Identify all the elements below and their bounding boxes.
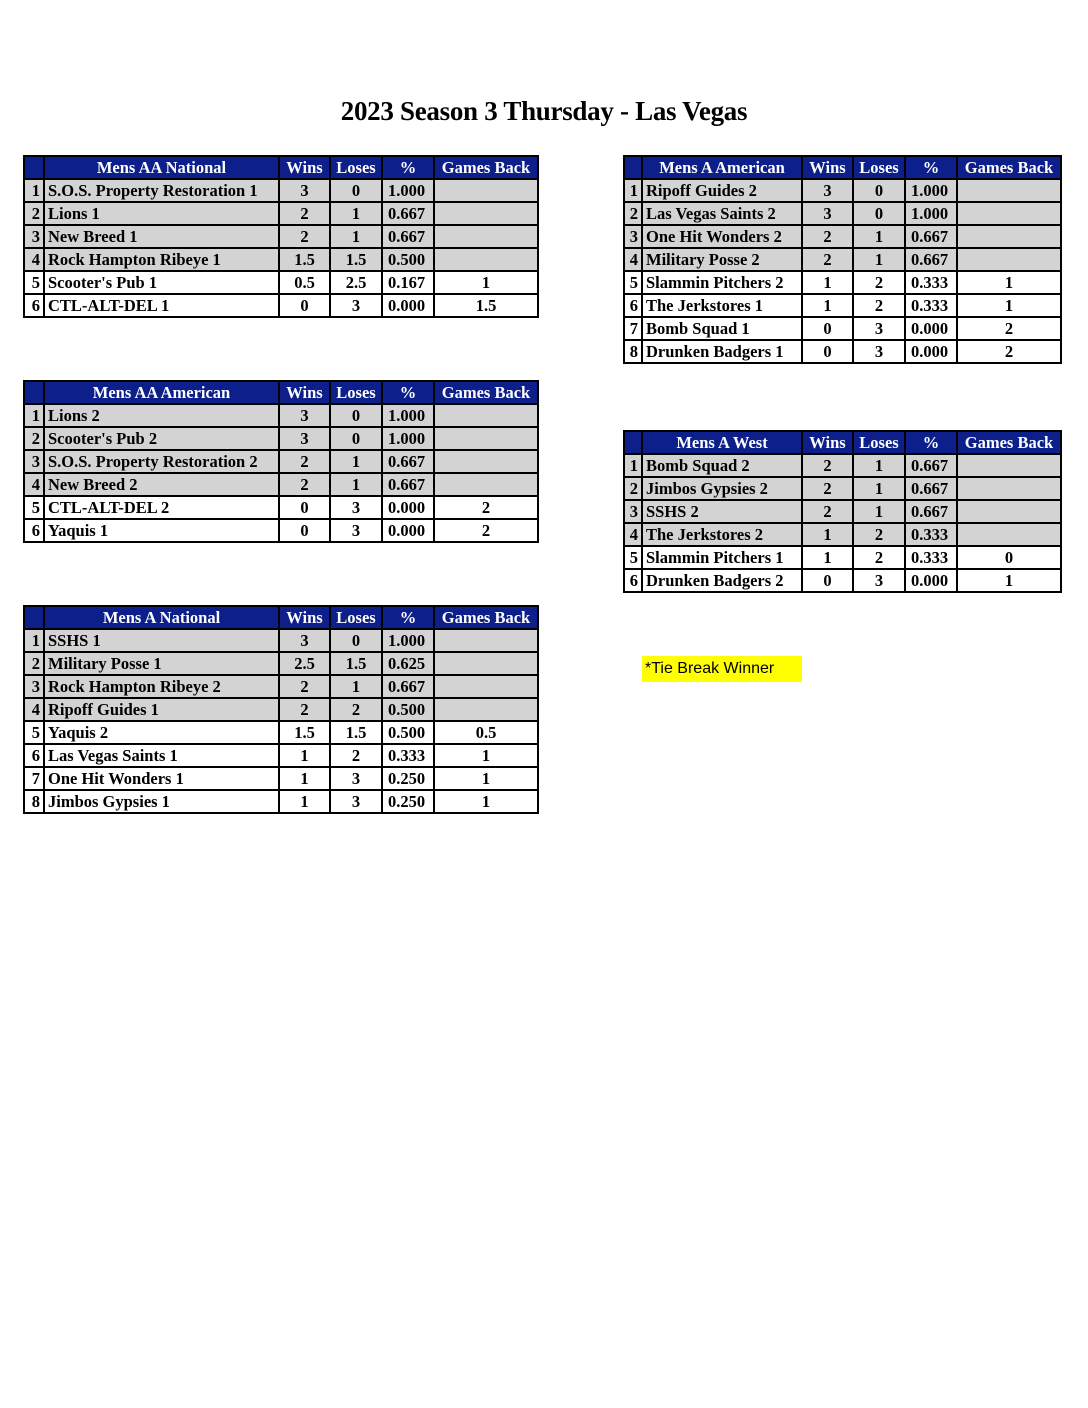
rank-cell: 1 [624,179,642,202]
loses-cell: 1 [853,248,905,271]
wins-cell: 2.5 [279,652,330,675]
wins-cell: 0.5 [279,271,330,294]
games-back-cell: 1.5 [434,294,538,317]
games-back-cell: 2 [434,496,538,519]
games-back-cell [434,652,538,675]
tie-break-note: *Tie Break Winner [642,656,802,682]
table-row [24,404,538,427]
rank-cell: 6 [24,519,44,542]
loses-cell: 3 [853,317,905,340]
pct-cell: 0.667 [905,225,957,248]
loses-cell: 3 [853,340,905,363]
pct-cell: 0.167 [382,271,434,294]
loses-cell: 1 [853,500,905,523]
table-row [24,496,538,519]
division-name: Mens A American [642,156,802,179]
pct-cell: 1.000 [382,629,434,652]
rank-cell: 4 [24,248,44,271]
pct-cell: 1.000 [382,404,434,427]
rank-cell: 5 [624,546,642,569]
pct-cell: 1.000 [382,427,434,450]
rank-cell: 5 [24,496,44,519]
games-back-cell: 1 [957,294,1061,317]
games-back-cell [957,202,1061,225]
loses-cell: 0 [330,179,382,202]
wins-cell: 2 [802,225,853,248]
games-back-header: Games Back [434,156,538,179]
table-row [24,629,538,652]
rank-cell: 6 [24,744,44,767]
games-back-cell [434,179,538,202]
rank-cell: 5 [624,271,642,294]
games-back-cell: 1 [434,767,538,790]
loses-cell: 1 [330,473,382,496]
pct-cell: 0.667 [382,450,434,473]
pct-cell: 0.667 [905,500,957,523]
rank-cell: 5 [24,721,44,744]
standings-table-mens-aa-american [23,380,539,543]
table-row [24,450,538,473]
wins-cell: 1 [279,744,330,767]
table-row [624,569,1061,592]
team-cell: CTL-ALT-DEL 1 [44,294,279,317]
loses-cell: 3 [330,767,382,790]
team-cell: Drunken Badgers 1 [642,340,802,363]
pct-cell: 0.333 [905,294,957,317]
wins-header: Wins [279,381,330,404]
wins-cell: 3 [802,202,853,225]
team-cell: Rock Hampton Ribeye 1 [44,248,279,271]
rank-cell: 2 [624,477,642,500]
rank-cell: 8 [624,340,642,363]
team-cell: Scooter's Pub 1 [44,271,279,294]
team-cell: Slammin Pitchers 2 [642,271,802,294]
table-row [624,546,1061,569]
table-row [24,427,538,450]
pct-cell: 1.000 [382,179,434,202]
games-back-cell [434,450,538,473]
table-row [24,473,538,496]
rank-cell: 2 [24,427,44,450]
table-row [624,248,1061,271]
loses-cell: 2 [853,523,905,546]
table-row [24,202,538,225]
table-row [624,454,1061,477]
team-cell: Drunken Badgers 2 [642,569,802,592]
team-cell: SSHS 2 [642,500,802,523]
table-row [24,721,538,744]
team-cell: S.O.S. Property Restoration 1 [44,179,279,202]
loses-header: Loses [853,156,905,179]
pct-cell: 0.000 [382,496,434,519]
rank-cell: 3 [24,450,44,473]
table-row [24,519,538,542]
rank-cell: 4 [624,523,642,546]
pct-cell: 0.625 [382,652,434,675]
loses-header: Loses [853,431,905,454]
rank-cell: 6 [624,569,642,592]
standings-table-mens-a-american [623,155,1062,364]
rank-header [24,381,44,404]
team-cell: Rock Hampton Ribeye 2 [44,675,279,698]
rank-cell: 1 [624,454,642,477]
wins-cell: 3 [279,629,330,652]
loses-header: Loses [330,156,382,179]
wins-cell: 0 [802,340,853,363]
loses-cell: 3 [330,294,382,317]
wins-cell: 1 [279,767,330,790]
rank-cell: 4 [24,698,44,721]
standings-table-mens-a-west [623,430,1062,593]
wins-cell: 2 [279,698,330,721]
table-row [24,271,538,294]
pct-cell: 0.667 [382,473,434,496]
pct-cell: 0.250 [382,790,434,813]
rank-cell: 4 [624,248,642,271]
rank-cell: 2 [24,202,44,225]
table-row [24,179,538,202]
wins-cell: 2 [279,450,330,473]
team-cell: Slammin Pitchers 1 [642,546,802,569]
pct-cell: 0.667 [905,477,957,500]
games-back-cell [957,523,1061,546]
pct-cell: 0.333 [905,546,957,569]
table-row [24,294,538,317]
loses-header: Loses [330,606,382,629]
table-row [624,340,1061,363]
loses-cell: 2 [853,294,905,317]
rank-header [624,156,642,179]
pct-header: % [382,381,434,404]
rank-cell: 3 [24,675,44,698]
rank-header [24,606,44,629]
games-back-cell [957,179,1061,202]
rank-cell: 2 [624,202,642,225]
team-cell: CTL-ALT-DEL 2 [44,496,279,519]
table-row [624,179,1061,202]
wins-cell: 0 [279,519,330,542]
pct-cell: 0.667 [382,675,434,698]
games-back-cell [434,629,538,652]
table-row [624,271,1061,294]
loses-cell: 1 [330,225,382,248]
games-back-cell [957,500,1061,523]
loses-cell: 1 [330,202,382,225]
rank-header [624,431,642,454]
table-row [24,675,538,698]
rank-cell: 2 [24,652,44,675]
games-back-cell: 1 [434,744,538,767]
wins-cell: 1 [279,790,330,813]
team-cell: Military Posse 1 [44,652,279,675]
table-row [24,698,538,721]
games-back-cell [957,248,1061,271]
team-cell: Bomb Squad 2 [642,454,802,477]
team-cell: Lions 1 [44,202,279,225]
wins-cell: 2 [802,500,853,523]
loses-cell: 3 [853,569,905,592]
games-back-cell: 2 [957,340,1061,363]
wins-cell: 3 [279,179,330,202]
wins-cell: 2 [802,454,853,477]
standings-table-mens-aa-national [23,155,539,318]
team-cell: Lions 2 [44,404,279,427]
team-cell: New Breed 1 [44,225,279,248]
games-back-cell [434,698,538,721]
table-row [624,202,1061,225]
rank-cell: 6 [624,294,642,317]
games-back-cell [434,248,538,271]
loses-cell: 1 [853,454,905,477]
wins-cell: 1 [802,546,853,569]
pct-cell: 0.667 [382,202,434,225]
games-back-cell [957,225,1061,248]
wins-header: Wins [802,156,853,179]
wins-cell: 0 [279,294,330,317]
pct-header: % [382,606,434,629]
loses-cell: 0 [330,629,382,652]
wins-cell: 3 [802,179,853,202]
pct-cell: 0.250 [382,767,434,790]
wins-cell: 3 [279,404,330,427]
team-cell: Las Vegas Saints 2 [642,202,802,225]
games-back-header: Games Back [957,431,1061,454]
pct-cell: 0.667 [382,225,434,248]
team-cell: The Jerkstores 1 [642,294,802,317]
loses-cell: 1 [330,450,382,473]
loses-cell: 0 [853,202,905,225]
games-back-cell: 0 [957,546,1061,569]
loses-cell: 0 [330,427,382,450]
team-cell: Yaquis 1 [44,519,279,542]
wins-header: Wins [279,156,330,179]
rank-header [24,156,44,179]
team-cell: The Jerkstores 2 [642,523,802,546]
wins-cell: 2 [279,675,330,698]
table-row [624,294,1061,317]
table-row [624,523,1061,546]
division-name: Mens AA National [44,156,279,179]
loses-cell: 3 [330,790,382,813]
rank-cell: 3 [624,500,642,523]
pct-cell: 0.000 [905,317,957,340]
rank-cell: 1 [24,404,44,427]
team-cell: Yaquis 2 [44,721,279,744]
pct-cell: 0.667 [905,248,957,271]
wins-cell: 0 [802,317,853,340]
rank-cell: 7 [24,767,44,790]
pct-cell: 0.000 [382,294,434,317]
loses-cell: 3 [330,496,382,519]
wins-cell: 0 [802,569,853,592]
page-title: 2023 Season 3 Thursday - Las Vegas [340,96,748,126]
team-cell: New Breed 2 [44,473,279,496]
header-row [624,431,1061,454]
games-back-cell: 2 [957,317,1061,340]
pct-cell: 1.000 [905,179,957,202]
pct-cell: 0.667 [905,454,957,477]
loses-cell: 2 [330,698,382,721]
pct-cell: 0.000 [382,519,434,542]
rank-cell: 6 [24,294,44,317]
rank-cell: 4 [24,473,44,496]
loses-cell: 1.5 [330,248,382,271]
loses-cell: 1 [330,675,382,698]
games-back-cell: 1 [957,569,1061,592]
header-row [24,156,538,179]
loses-header: Loses [330,381,382,404]
wins-cell: 1.5 [279,248,330,271]
rank-cell: 3 [624,225,642,248]
standings-table-mens-a-national [23,605,539,814]
wins-cell: 2 [279,202,330,225]
pct-cell: 0.333 [905,271,957,294]
games-back-cell [434,675,538,698]
pct-header: % [905,156,957,179]
pct-cell: 0.000 [905,340,957,363]
games-back-cell: 1 [434,790,538,813]
division-name: Mens A National [44,606,279,629]
games-back-cell [434,404,538,427]
loses-cell: 1.5 [330,721,382,744]
games-back-cell [957,454,1061,477]
division-name: Mens A West [642,431,802,454]
table-row [624,225,1061,248]
team-cell: One Hit Wonders 1 [44,767,279,790]
pct-cell: 0.500 [382,248,434,271]
table-row [24,744,538,767]
loses-cell: 3 [330,519,382,542]
wins-header: Wins [802,431,853,454]
table-row [624,317,1061,340]
team-cell: Las Vegas Saints 1 [44,744,279,767]
games-back-header: Games Back [434,381,538,404]
rank-cell: 5 [24,271,44,294]
table-row [24,225,538,248]
pct-cell: 0.500 [382,721,434,744]
pct-cell: 0.333 [905,523,957,546]
wins-cell: 1 [802,271,853,294]
team-cell: SSHS 1 [44,629,279,652]
team-cell: Jimbos Gypsies 2 [642,477,802,500]
games-back-cell: 1 [957,271,1061,294]
loses-cell: 0 [330,404,382,427]
wins-cell: 2 [279,225,330,248]
table-row [624,500,1061,523]
team-cell: Jimbos Gypsies 1 [44,790,279,813]
rank-cell: 7 [624,317,642,340]
games-back-cell [434,202,538,225]
rank-cell: 3 [24,225,44,248]
games-back-cell: 2 [434,519,538,542]
games-back-cell: 0.5 [434,721,538,744]
wins-cell: 2 [802,477,853,500]
pct-cell: 0.333 [382,744,434,767]
division-name: Mens AA American [44,381,279,404]
loses-cell: 1.5 [330,652,382,675]
team-cell: Ripoff Guides 1 [44,698,279,721]
team-cell: Scooter's Pub 2 [44,427,279,450]
games-back-header: Games Back [434,606,538,629]
team-cell: S.O.S. Property Restoration 2 [44,450,279,473]
games-back-cell [434,225,538,248]
rank-cell: 1 [24,629,44,652]
loses-cell: 1 [853,477,905,500]
team-cell: One Hit Wonders 2 [642,225,802,248]
games-back-cell [434,427,538,450]
header-row [24,381,538,404]
games-back-cell [434,473,538,496]
table-row [24,652,538,675]
team-cell: Bomb Squad 1 [642,317,802,340]
games-back-cell: 1 [434,271,538,294]
loses-cell: 1 [853,225,905,248]
wins-cell: 1 [802,523,853,546]
wins-cell: 3 [279,427,330,450]
loses-cell: 2 [330,744,382,767]
table-row [24,248,538,271]
wins-cell: 2 [279,473,330,496]
wins-header: Wins [279,606,330,629]
loses-cell: 2 [853,271,905,294]
header-row [624,156,1061,179]
rank-cell: 1 [24,179,44,202]
loses-cell: 2 [853,546,905,569]
pct-header: % [905,431,957,454]
team-cell: Ripoff Guides 2 [642,179,802,202]
loses-cell: 0 [853,179,905,202]
table-row [24,790,538,813]
wins-cell: 2 [802,248,853,271]
pct-cell: 0.500 [382,698,434,721]
wins-cell: 0 [279,496,330,519]
pct-cell: 0.000 [905,569,957,592]
table-row [624,477,1061,500]
loses-cell: 2.5 [330,271,382,294]
pct-header: % [382,156,434,179]
pct-cell: 1.000 [905,202,957,225]
table-row [24,767,538,790]
rank-cell: 8 [24,790,44,813]
wins-cell: 1 [802,294,853,317]
header-row [24,606,538,629]
games-back-header: Games Back [957,156,1061,179]
games-back-cell [957,477,1061,500]
wins-cell: 1.5 [279,721,330,744]
team-cell: Military Posse 2 [642,248,802,271]
